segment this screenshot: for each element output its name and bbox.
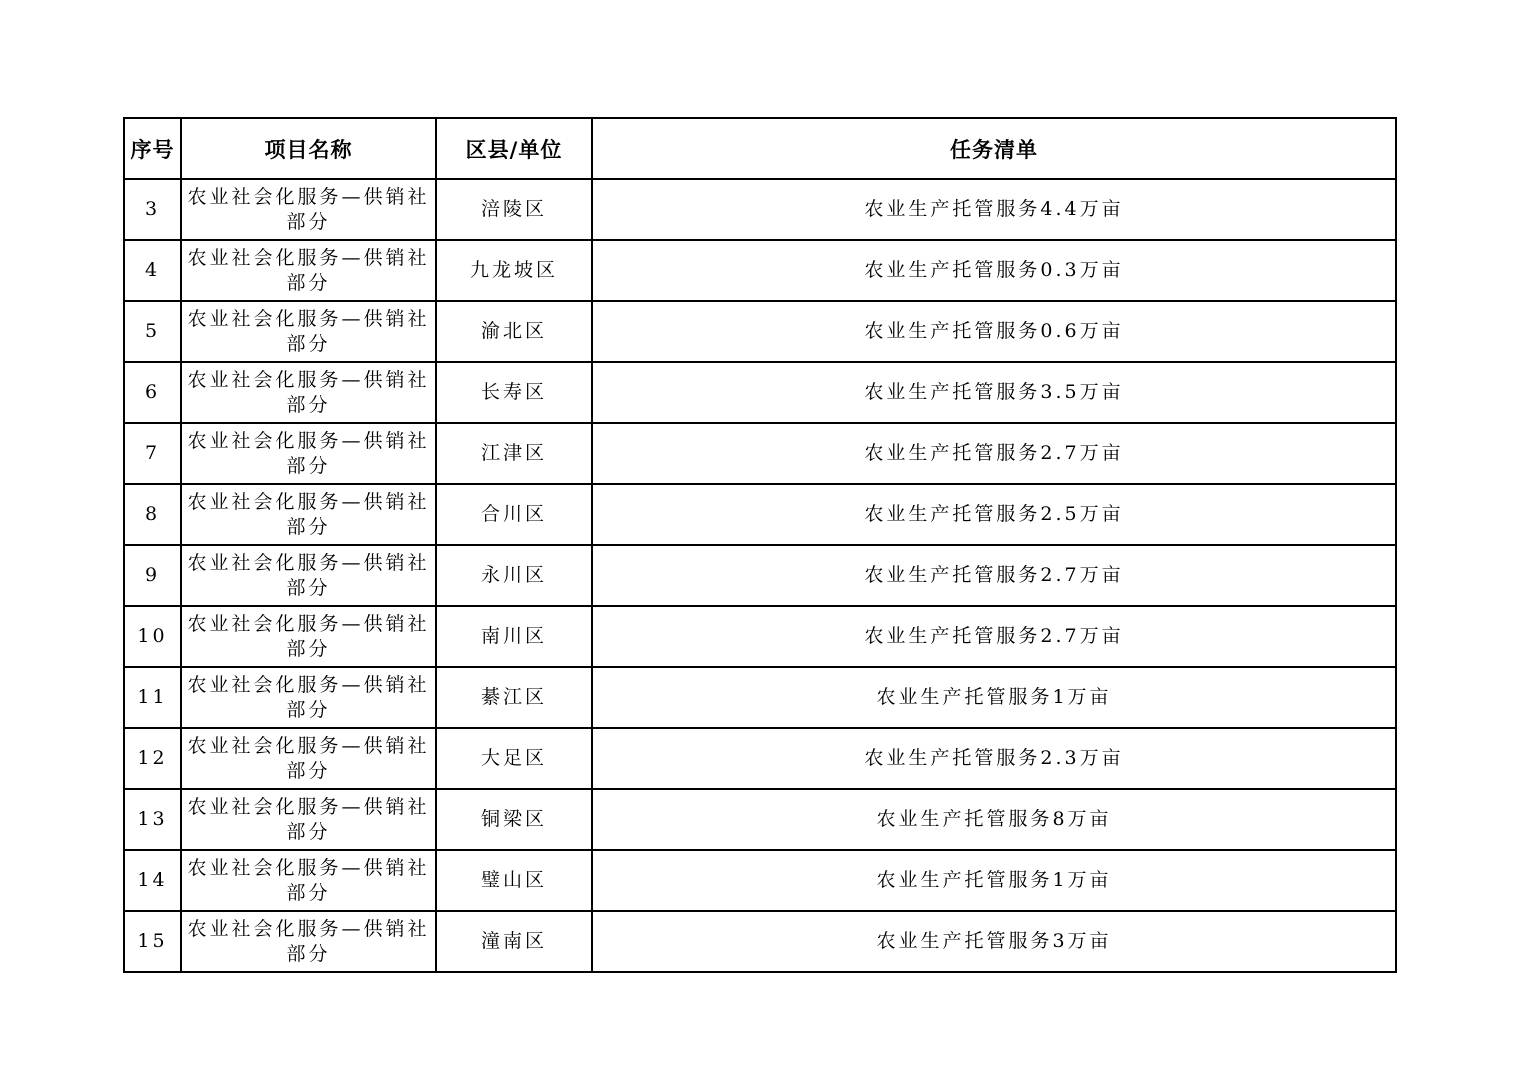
task-cell: 农业生产托管服务2.3万亩: [592, 728, 1396, 789]
project-name-line1: 农业社会化服务—供销社: [187, 612, 430, 635]
project-name-line2: 部分: [286, 454, 331, 477]
table-row: [124, 484, 1396, 545]
district-cell: 大足区: [436, 728, 592, 789]
project-cell: [181, 911, 436, 972]
project-cell: [181, 423, 436, 484]
task-cell: 农业生产托管服务0.3万亩: [592, 240, 1396, 301]
seq-cell: 13: [124, 789, 181, 850]
table-header: [124, 118, 1396, 179]
header-seq: 序号: [124, 118, 181, 179]
project-name-line2: 部分: [286, 515, 331, 538]
project-name-line1: 农业社会化服务—供销社: [187, 368, 430, 391]
task-cell: 农业生产托管服务8万亩: [592, 789, 1396, 850]
seq-cell: 7: [124, 423, 181, 484]
header-project: 项目名称: [181, 118, 436, 179]
project-cell: [181, 179, 436, 240]
table-row: [124, 545, 1396, 606]
project-cell: [181, 301, 436, 362]
project-cell: [181, 728, 436, 789]
project-name-line1: 农业社会化服务—供销社: [187, 185, 430, 208]
project-name-line2: 部分: [286, 210, 331, 233]
project-name-line2: 部分: [286, 271, 331, 294]
project-cell: [181, 667, 436, 728]
seq-cell: 15: [124, 911, 181, 972]
project-name-line2: 部分: [286, 637, 331, 660]
project-name-line1: 农业社会化服务—供销社: [187, 673, 430, 696]
header-row: [124, 118, 1396, 179]
project-name-line1: 农业社会化服务—供销社: [187, 246, 430, 269]
district-cell: 南川区: [436, 606, 592, 667]
table-row: [124, 667, 1396, 728]
project-name-line2: 部分: [286, 698, 331, 721]
project-name-line1: 农业社会化服务—供销社: [187, 734, 430, 757]
task-cell: 农业生产托管服务2.7万亩: [592, 606, 1396, 667]
table-row: [124, 240, 1396, 301]
seq-cell: 4: [124, 240, 181, 301]
task-cell: 农业生产托管服务2.7万亩: [592, 545, 1396, 606]
project-cell: [181, 789, 436, 850]
table-row: [124, 179, 1396, 240]
seq-cell: 12: [124, 728, 181, 789]
table-row: [124, 362, 1396, 423]
project-name-line2: 部分: [286, 576, 331, 599]
task-cell: 农业生产托管服务2.5万亩: [592, 484, 1396, 545]
task-cell: 农业生产托管服务4.4万亩: [592, 179, 1396, 240]
seq-cell: 8: [124, 484, 181, 545]
seq-cell: 10: [124, 606, 181, 667]
project-cell: [181, 240, 436, 301]
project-name-line2: 部分: [286, 332, 331, 355]
project-name-line2: 部分: [286, 881, 331, 904]
table-row: [124, 301, 1396, 362]
project-name-line1: 农业社会化服务—供销社: [187, 490, 430, 513]
project-name-line1: 农业社会化服务—供销社: [187, 795, 430, 818]
seq-cell: 9: [124, 545, 181, 606]
header-district: 区县/单位: [436, 118, 592, 179]
project-name-line2: 部分: [286, 820, 331, 843]
district-cell: 长寿区: [436, 362, 592, 423]
task-cell: 农业生产托管服务0.6万亩: [592, 301, 1396, 362]
table-row: [124, 789, 1396, 850]
seq-cell: 6: [124, 362, 181, 423]
seq-cell: 11: [124, 667, 181, 728]
project-name-line2: 部分: [286, 393, 331, 416]
district-cell: 永川区: [436, 545, 592, 606]
district-cell: 九龙坡区: [436, 240, 592, 301]
table-row: [124, 728, 1396, 789]
project-cell: [181, 545, 436, 606]
task-cell: 农业生产托管服务1万亩: [592, 850, 1396, 911]
project-cell: [181, 850, 436, 911]
district-cell: 铜梁区: [436, 789, 592, 850]
project-cell: [181, 362, 436, 423]
project-name-line1: 农业社会化服务—供销社: [187, 917, 430, 940]
task-cell: 农业生产托管服务3万亩: [592, 911, 1396, 972]
seq-cell: 3: [124, 179, 181, 240]
task-cell: 农业生产托管服务1万亩: [592, 667, 1396, 728]
district-cell: 渝北区: [436, 301, 592, 362]
task-cell: 农业生产托管服务2.7万亩: [592, 423, 1396, 484]
district-cell: 江津区: [436, 423, 592, 484]
project-cell: [181, 606, 436, 667]
district-cell: 綦江区: [436, 667, 592, 728]
table-row: [124, 423, 1396, 484]
project-name-line1: 农业社会化服务—供销社: [187, 307, 430, 330]
district-cell: 潼南区: [436, 911, 592, 972]
project-name-line1: 农业社会化服务—供销社: [187, 856, 430, 879]
task-cell: 农业生产托管服务3.5万亩: [592, 362, 1396, 423]
table-row: [124, 850, 1396, 911]
header-task: 任务清单: [592, 118, 1396, 179]
table-row: [124, 911, 1396, 972]
project-cell: [181, 484, 436, 545]
project-name-line1: 农业社会化服务—供销社: [187, 429, 430, 452]
project-name-line2: 部分: [286, 942, 331, 965]
district-cell: 合川区: [436, 484, 592, 545]
seq-cell: 5: [124, 301, 181, 362]
project-name-line2: 部分: [286, 759, 331, 782]
task-table: [123, 117, 1397, 973]
table-body: [124, 179, 1396, 972]
district-cell: 涪陵区: [436, 179, 592, 240]
project-name-line1: 农业社会化服务—供销社: [187, 551, 430, 574]
table-row: [124, 606, 1396, 667]
district-cell: 璧山区: [436, 850, 592, 911]
seq-cell: 14: [124, 850, 181, 911]
